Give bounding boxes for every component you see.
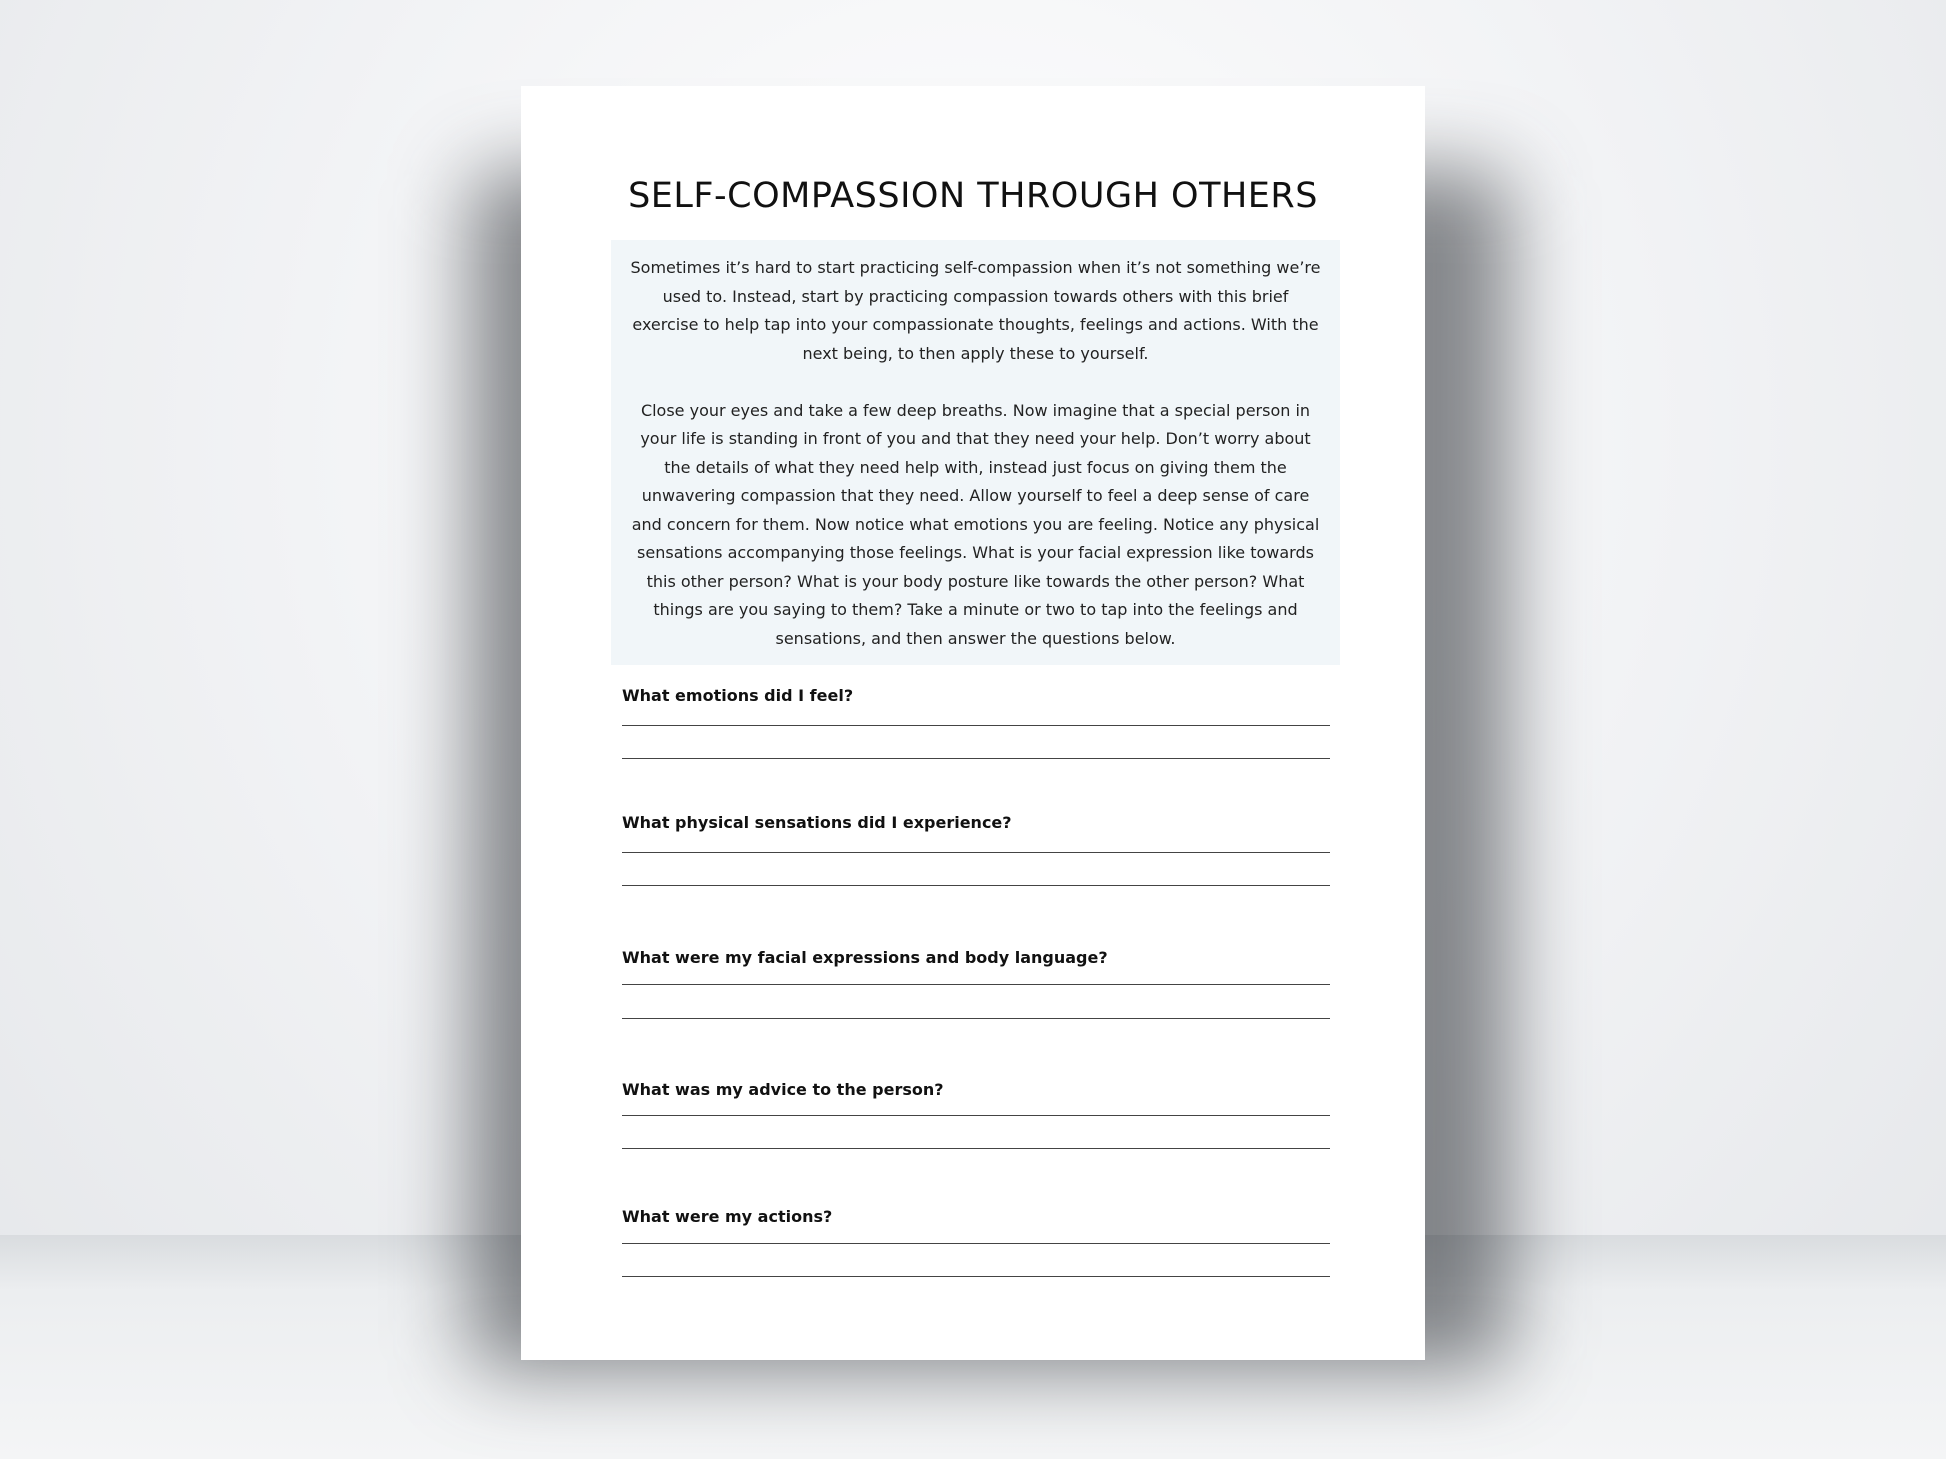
intro-box [611, 240, 1340, 665]
intro-paragraph: Sometimes it’s hard to start practicing self-compassion when it’s not something we’re used to. Instead, start by practicing compassion towards others with this brief exercise to help tap into your compassionate thoughts, feelings and actions. With the next being, to then apply these to yourself. [630, 258, 1321, 363]
question-label: What were my facial expressions and body language? [622, 948, 1108, 967]
question-actions [622, 1206, 1330, 1228]
question-facial-expressions [622, 947, 1330, 969]
worksheet-title: SELF-COMPASSION THROUGH OTHERS [628, 176, 1318, 216]
answer-line[interactable] [622, 1018, 1330, 1019]
question-emotions [622, 685, 1330, 707]
question-advice [622, 1079, 1330, 1101]
question-label: What emotions did I feel? [622, 686, 854, 705]
question-label: What were my actions? [622, 1207, 833, 1226]
answer-line[interactable] [622, 984, 1330, 985]
question-label: What physical sensations did I experience? [622, 813, 1012, 832]
question-label: What was my advice to the person? [622, 1080, 944, 1099]
worksheet-page [521, 86, 1425, 1360]
answer-line[interactable] [622, 1148, 1330, 1149]
instructions-paragraph: Close your eyes and take a few deep breaths. Now imagine that a special person in your life is standing in front of you and that they need your help. Don’t worry about the details of what they need help with, instead just focus on giving them the unwavering compassion that they need. Allow yourself to feel a deep sense of care and concern for them. Now notice what emotions you are feeling. Notice any physical sensations accompanying those feelings. What is your facial expression like towards this other person? What is your body posture like towards the other person? What things are you saying to them? Take a minute or two to tap into the feelings and sensations, and then answer the questions below. [631, 400, 1320, 648]
answer-line[interactable] [622, 852, 1330, 853]
answer-line[interactable] [622, 885, 1330, 886]
answer-line[interactable] [622, 1115, 1330, 1116]
answer-line[interactable] [622, 1243, 1330, 1244]
question-physical-sensations [622, 812, 1330, 834]
answer-line[interactable] [622, 725, 1330, 726]
answer-line[interactable] [622, 758, 1330, 759]
answer-line[interactable] [622, 1276, 1330, 1277]
